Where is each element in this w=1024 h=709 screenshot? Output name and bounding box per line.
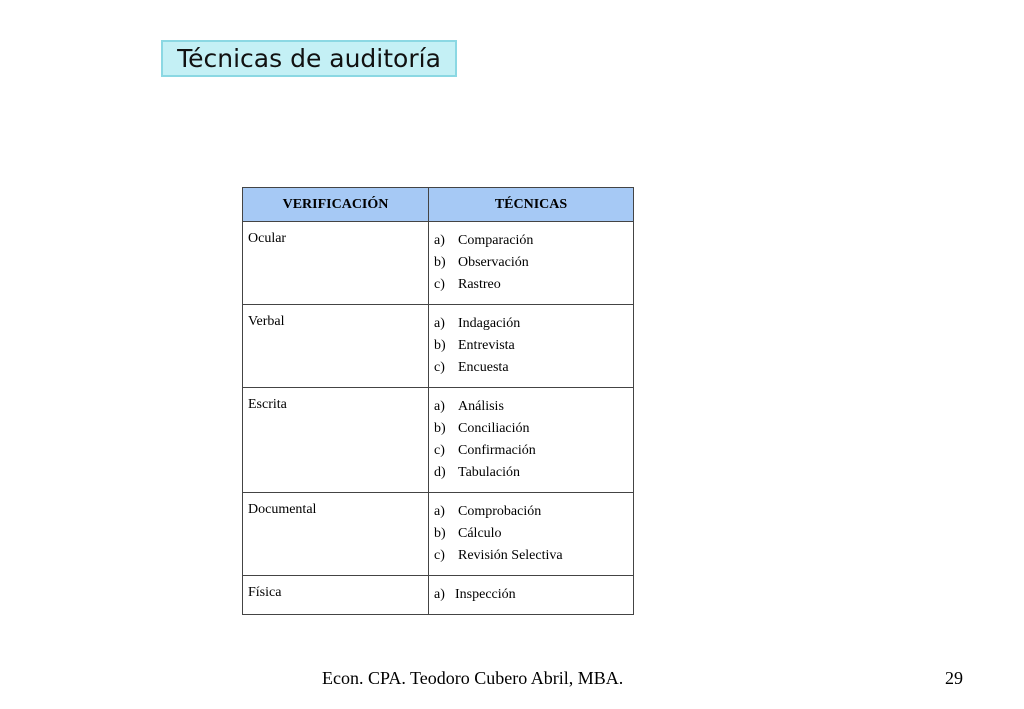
list-letter: b) xyxy=(434,255,446,270)
tecnicas-cell xyxy=(429,576,634,615)
list-item xyxy=(434,358,628,380)
list-letter: c) xyxy=(434,277,445,292)
list-item xyxy=(434,397,628,419)
header-tecnicas: TÉCNICAS xyxy=(429,188,634,222)
list-text: Encuesta xyxy=(458,360,509,375)
list-letter: a) xyxy=(434,504,445,519)
list-text: Conciliación xyxy=(458,421,530,436)
list-letter: c) xyxy=(434,548,445,563)
list-item xyxy=(434,314,628,336)
list-text: Observación xyxy=(458,255,529,270)
list-item xyxy=(434,463,628,485)
list-item xyxy=(434,502,628,524)
techniques-table xyxy=(242,187,634,615)
table-row xyxy=(243,305,634,388)
list-letter: b) xyxy=(434,338,446,353)
list-letter: a) xyxy=(434,316,445,331)
table-header-row xyxy=(243,188,634,222)
list-letter: c) xyxy=(434,360,445,375)
verificacion-cell: Verbal xyxy=(243,305,429,388)
list-text: Cálculo xyxy=(458,526,502,541)
table-row xyxy=(243,493,634,576)
page-number: 29 xyxy=(945,668,963,688)
list-item xyxy=(434,419,628,441)
tecnicas-list xyxy=(434,502,628,568)
list-item xyxy=(434,231,628,253)
list-item xyxy=(434,253,628,275)
list-letter: a) xyxy=(434,587,445,602)
list-item xyxy=(434,336,628,358)
list-letter: a) xyxy=(434,233,445,248)
list-letter: c) xyxy=(434,443,445,458)
list-text: Tabulación xyxy=(458,465,520,480)
header-verificacion: VERIFICACIÓN xyxy=(243,188,429,222)
tecnicas-list xyxy=(434,314,628,380)
list-item xyxy=(434,524,628,546)
table-row xyxy=(243,222,634,305)
list-letter: b) xyxy=(434,421,446,436)
verificacion-cell: Escrita xyxy=(243,388,429,493)
list-text: Análisis xyxy=(458,399,504,414)
list-text: Comprobación xyxy=(458,504,542,519)
verificacion-cell: Ocular xyxy=(243,222,429,305)
list-item xyxy=(434,275,628,297)
list-text: Confirmación xyxy=(458,443,536,458)
list-item xyxy=(434,546,628,568)
list-text: Rastreo xyxy=(458,277,501,292)
tecnicas-list xyxy=(434,397,628,485)
table-row xyxy=(243,388,634,493)
tecnicas-cell xyxy=(429,222,634,305)
list-text: Comparación xyxy=(458,233,534,248)
tecnicas-list xyxy=(434,231,628,297)
tecnicas-cell xyxy=(429,493,634,576)
list-item xyxy=(434,441,628,463)
slide-title: Técnicas de auditoría xyxy=(161,40,457,77)
footer-author: Econ. CPA. Teodoro Cubero Abril, MBA. xyxy=(322,668,624,688)
verificacion-cell: Documental xyxy=(243,493,429,576)
list-text: Revisión Selectiva xyxy=(458,548,563,563)
table-row xyxy=(243,576,634,615)
verificacion-cell: Física xyxy=(243,576,429,615)
tecnicas-cell xyxy=(429,388,634,493)
list-letter: a) xyxy=(434,399,445,414)
tecnicas-cell xyxy=(429,305,634,388)
list-letter: d) xyxy=(434,465,446,480)
list-item xyxy=(434,585,628,607)
list-text: Inspección xyxy=(455,587,516,602)
list-text: Entrevista xyxy=(458,338,515,353)
list-text: Indagación xyxy=(458,316,521,331)
tecnicas-list xyxy=(434,585,628,607)
list-letter: b) xyxy=(434,526,446,541)
